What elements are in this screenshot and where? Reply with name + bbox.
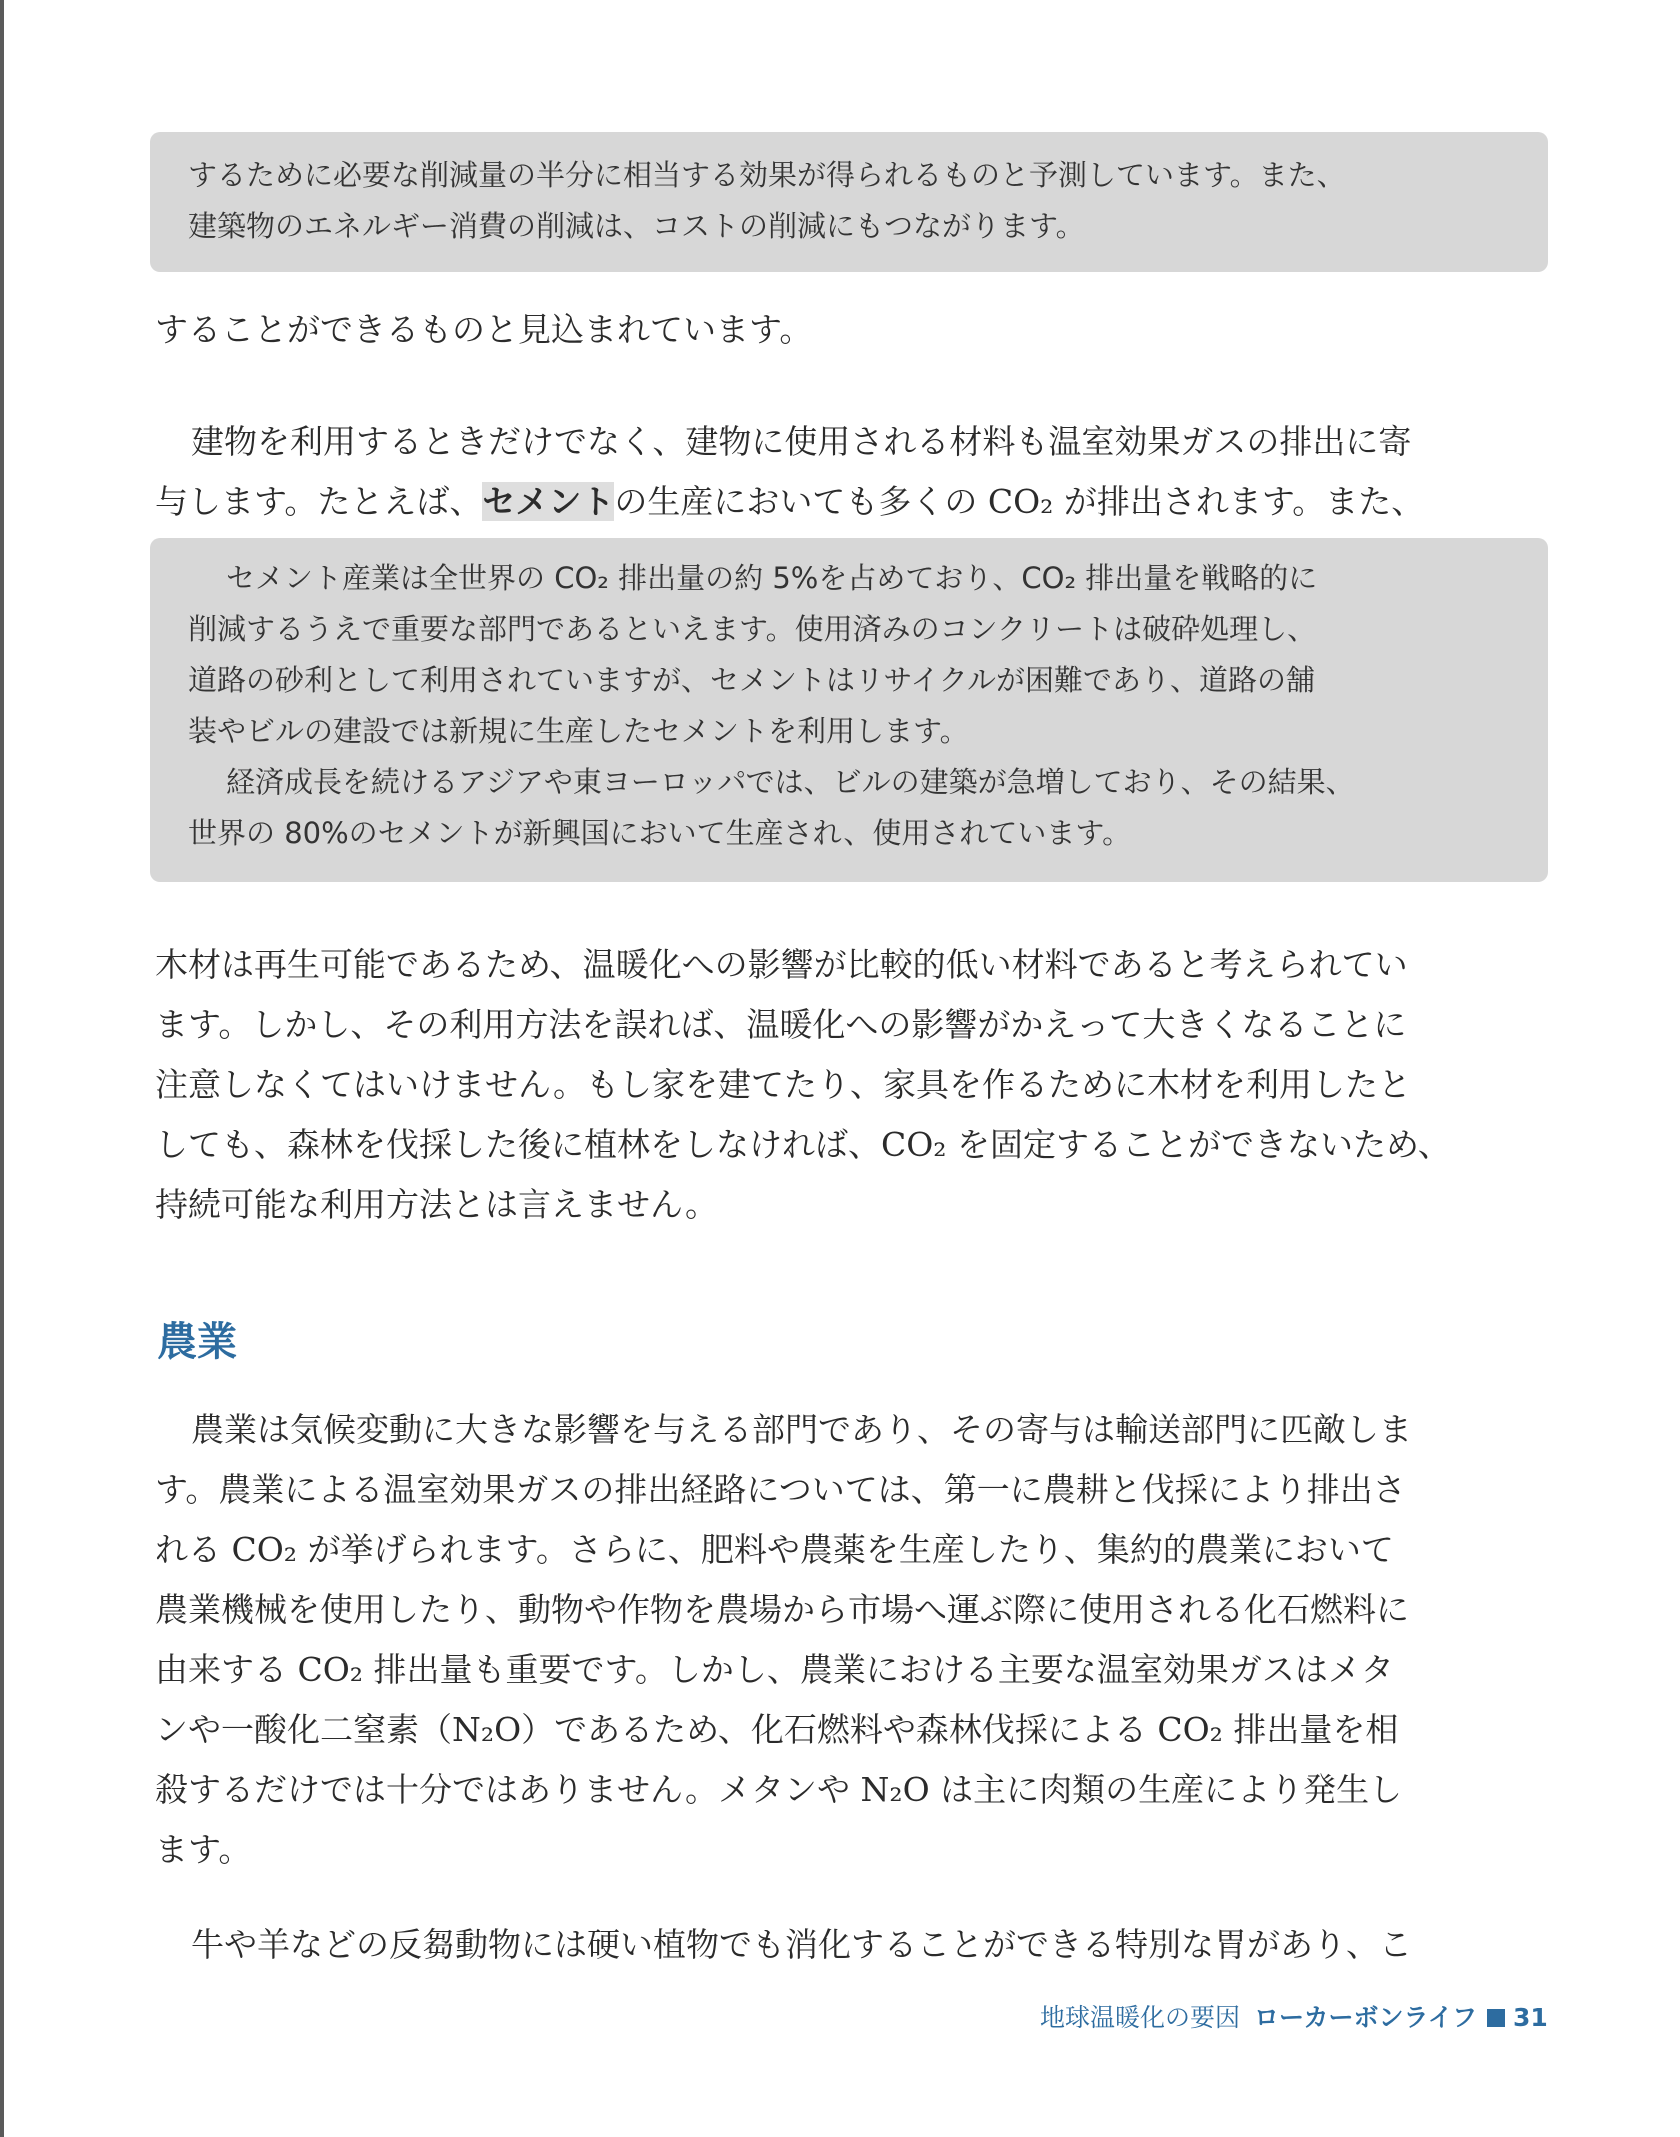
square-bullet-icon	[1487, 2009, 1505, 2027]
footer-section-title: 地球温暖化の要因	[1040, 2003, 1241, 2032]
footer-book-title: ローカーボンライフ	[1254, 2003, 1478, 2032]
text-line: ます。しかし、その利用方法を誤れば、温暖化への影響がかえって大きくなることに	[155, 1005, 1407, 1044]
text-line: 農業は気候変動に大きな影響を与える部門であり、その寄与は輸送部門に匹敵しま	[191, 1410, 1412, 1449]
paragraph-wood	[155, 935, 1550, 1235]
page-number: 31	[1513, 2003, 1548, 2032]
section-heading-agriculture: 農業	[157, 1319, 237, 1365]
text-line: れる CO₂ が挙げられます。さらに、肥料や農薬を生産したり、集約的農業において	[155, 1530, 1394, 1569]
page-footer	[1040, 1998, 1600, 2034]
text-line: ンや一酸化二窒素（N₂O）であるため、化石燃料や森林伐採による CO₂ 排出量を相	[155, 1710, 1399, 1749]
text-line: 持続可能な利用方法とは言えません。	[155, 1185, 718, 1224]
text-line: 木材は再生可能であるため、温暖化への影響が比較的低い材料であると考えられてい	[155, 945, 1408, 984]
paragraph-forecast	[155, 300, 1550, 360]
box-line: セメント産業は全世界の CO₂ 排出量の約 5%を占めており、CO₂ 排出量を戦略的に	[226, 561, 1318, 595]
info-box-cement	[150, 538, 1548, 882]
paragraph-agriculture	[155, 1400, 1550, 1880]
text-line	[155, 472, 1550, 532]
info-box-energy	[150, 132, 1548, 272]
text-line: 由来する CO₂ 排出量も重要です。しかし、農業における主要な温室効果ガスはメタ	[155, 1650, 1394, 1689]
paragraph-materials	[155, 412, 1550, 532]
box-line: 道路の砂利として利用されていますが、セメントはリサイクルが困難であり、道路の舗	[188, 663, 1315, 697]
text-line: 殺するだけでは十分ではありません。メタンや N₂O は主に肉類の生産により発生し	[155, 1770, 1403, 1809]
text-line: ます。	[155, 1830, 252, 1869]
text-line: 牛や羊などの反芻動物には硬い植物でも消化することができる特別な胃があり、こ	[191, 1925, 1412, 1964]
box-line: するために必要な削減量の半分に相当する効果が得られるものと予測しています。また、	[188, 158, 1346, 192]
text-line: 注意しなくてはいけません。もし家を建てたり、家具を作るために木材を利用したと	[155, 1065, 1411, 1104]
keyword-cement: セメント	[482, 482, 615, 521]
page-left-edge	[0, 0, 4, 2137]
text-segment: の生産においても多くの CO₂ が排出されます。また、	[614, 482, 1425, 521]
box-line: 装やビルの建設では新規に生産したセメントを利用します。	[188, 714, 969, 748]
box-line: 削減するうえで重要な部門であるといえます。使用済みのコンクリートは破砕処理し、	[188, 612, 1317, 646]
box-line: 建築物のエネルギー消費の削減は、コストの削減にもつながります。	[188, 209, 1085, 243]
paragraph-ruminants	[155, 1915, 1550, 1975]
box-line: 経済成長を続けるアジアや東ヨーロッパでは、ビルの建築が急増しており、その結果、	[226, 765, 1355, 799]
text-line: す。農業による温室効果ガスの排出経路については、第一に農耕と伐採により排出さ	[155, 1470, 1406, 1509]
text-line: することができるものと見込まれています。	[155, 310, 813, 349]
box-line: 世界の 80%のセメントが新興国において生産され、使用されています。	[188, 816, 1132, 850]
text-line: 農業機械を使用したり、動物や作物を農場から市場へ運ぶ際に使用される化石燃料に	[155, 1590, 1409, 1629]
text-segment: 与します。たとえば、	[155, 482, 483, 521]
text-line: しても、森林を伐採した後に植林をしなければ、CO₂ を固定することができないため、	[155, 1125, 1451, 1164]
text-line: 建物を利用するときだけでなく、建物に使用される材料も温室効果ガスの排出に寄	[191, 422, 1412, 461]
